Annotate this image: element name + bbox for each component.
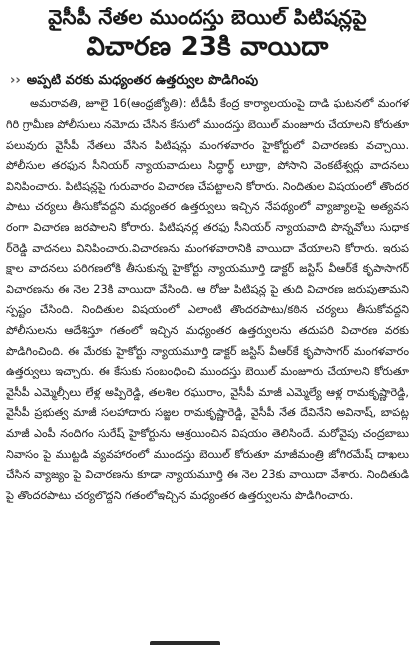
headline-line-2: విచారణ 23కి వాయిదా	[86, 32, 329, 62]
subheadline-text: అప్పటి వరకు మధ్యంతర ఉత్తర్వుల పొడిగింపు	[26, 72, 259, 88]
headline-line-1: వైసీపీ నేతల ముందస్తు బెయిల్ పిటిషన్లపై	[48, 5, 367, 29]
double-chevron-right-icon: ››	[10, 73, 21, 89]
subheadline	[10, 73, 409, 89]
article-body: అమరావతి, జూలై 16(ఆంధ్రజ్యోతి): టీడీపీ కేంద్ర కార్యాలయంపై దాడి ఘటనలో మంగళగిరి గ్రామీణ పోలీసులు నమోదు చేసిన కేసులో ముందస్తు బెయిల్ మంజూరు చేయాలని కోరుతూ పలువురు వైసీపీ నేతలు వేసిన పిటిషన్లు మంగళవారం హైకోర్టులో విచారణకు వచ్చాయి. పోలీసుల తరఫున సీనియర్ న్యాయవాదులు సిద్ధార్థ్ లూథ్రా, పోసాని వెంకటేశ్వర్లు వాదనలు వినిపించారు. పిటిషన్లపై గురువారం విచారణ చేపట్టాలని కోరారు. నిందితుల విషయంలో తొందరపాటు చర్యలు తీసుకోవద్దని మధ్యంతర ఉత్తర్వులు ఇచ్చిన నేపథ్యంలో వ్యాజ్యాలపై అత్యవసరంగా విచారణ జరపాలని కోరారు. పిటిషనర్ల తరఫు సీనియర్ న్యాయవాది పొన్నవోలు సుధాకర్‌రెడ్డి వాదనలు వినిపించారు.విచారణను మంగళవారానికి వాయిదా వేయాలని కోరారు. ఇరుపక్షాల వాదనలు పరిగణలోకి తీసుకున్న హైకోర్టు న్యాయమూర్తి డాక్టర్ జస్టిస్ వీఆర్‌కే కృపాసాగర్ విచారణను ఈ నెల 23కి వాయిదా వేసింది. ఆ రోజు పిటిషన్ల పై తుది విచారణ జరుపుతామని స్పష్టం చేసింది. నిందితుల విషయంలో ఎలాంటి తొందరపాటు/కఠిన చర్యలు తీసుకోవద్దని పోలీసులను ఆదేశిస్తూ గతంలో ఇచ్చిన మధ్యంతర ఉత్తర్వులను తదుపరి విచారణ వరకు పొడిగించింది. ఈ మేరకు హైకోర్టు న్యాయమూర్తి డాక్టర్ జస్టిస్ వీఆర్‌కే కృపాసాగర్ మంగళవారం ఉత్తర్వులు ఇచ్చారు. ఈ కేసుకు సంబంధించి ముందస్తు బెయిల్ మంజూరు చేయాలని కోరుతూ వైసీపీ ఎమ్మెల్సీలు లేళ్ల అప్పిరెడ్డి, తలశిల రఘురాం, వైసీపీ మాజీ ఎమ్మెల్యే ఆళ్ల రామకృష్ణారెడ్డి, వైసీపీ ప్రభుత్వ మాజీ సలహాదారు సజ్జల రామకృష్ణారెడ్డి, వైసీపీ నేత దేవినేని అవినాష్, బాపట్ల మాజీ ఎంపీ నందిగం సురేష్ హైకోర్టును ఆశ్రయించిన విషయం తెలిసిందే. మరోవైపు చంద్రబాబు నివాసం పై ముట్టడి వ్యవహారంలో ముందస్తు బెయిల్ కోరుతూ మాజీమంత్రి జోగిరమేష్ దాఖలు చేసిన వ్యాజ్యం పై విచారణను కూడా న్యాయమూర్తి ఈ నెల 23కు వాయిదా వేశారు. నిందితుడి పై తొందరపాటు చర్యలొద్దని గతంలోఇచ్చిన మధ్యంతర ఉత్తర్వులను పొడిగించారు.	[6, 97, 409, 502]
clipping-edge-mark	[150, 641, 220, 645]
